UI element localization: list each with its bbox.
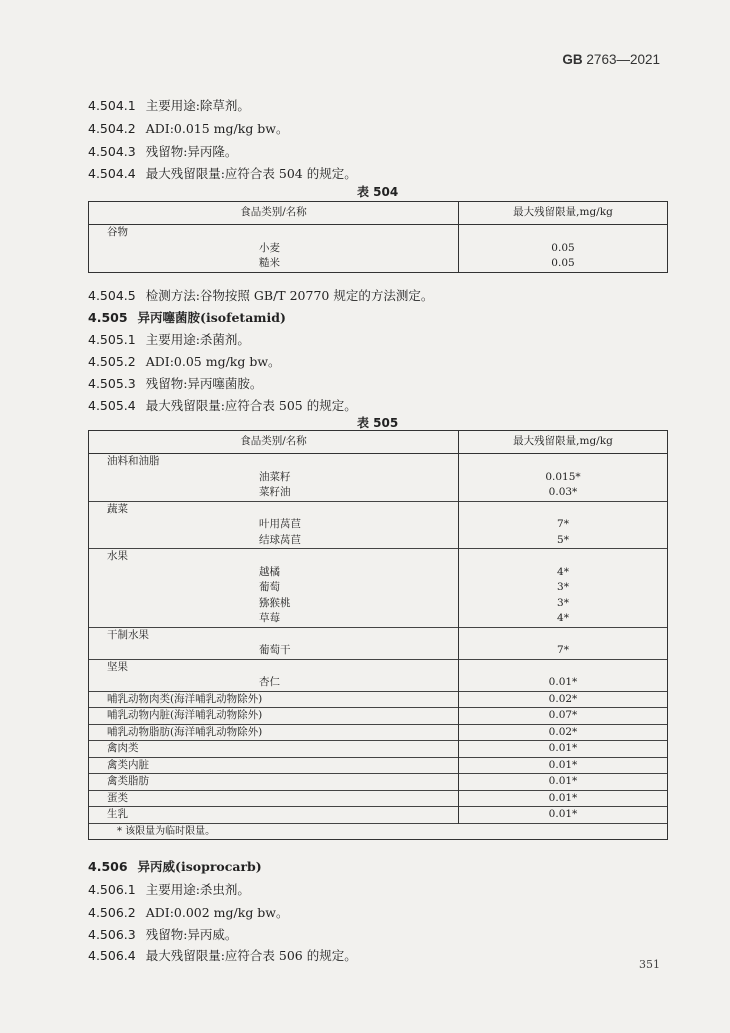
clause-4-505-3: 4.505.3 残留物:异丙噻菌胺。 (88, 376, 263, 391)
table-row: 小麦 0.05 (89, 241, 668, 257)
table-row: 结球莴苣 5* (89, 533, 668, 549)
clause-4-505-2: 4.505.2 ADI:0.05 mg/kg bw。 (88, 354, 281, 369)
clause-4-506-2: 4.506.2 ADI:0.002 mg/kg bw。 (88, 905, 289, 920)
group-label: 水果 (89, 549, 459, 565)
table-row: 哺乳动物脂肪(海洋哺乳动物除外) 0.02* (89, 724, 668, 741)
group-label: 坚果 (89, 659, 459, 675)
table-header-food: 食品类别/名称 (89, 202, 459, 225)
page-number: 351 (639, 958, 660, 971)
table-footnote: * 该限量为临时限量。 (89, 823, 668, 840)
group-label: 谷物 (89, 225, 459, 241)
group-label: 蔬菜 (89, 501, 459, 517)
table-row: 葡萄 3* (89, 580, 668, 596)
table-row: 哺乳动物内脏(海洋哺乳动物除外) 0.07* (89, 708, 668, 725)
table-row: 叶用莴苣 7* (89, 517, 668, 533)
clause-4-505-4: 4.505.4 最大残留限量:应符合表 505 的规定。 (88, 398, 357, 413)
table-row: 草莓 4* (89, 611, 668, 627)
table-row: 油菜籽 0.015* (89, 470, 668, 486)
table-504-caption: 表 504 (357, 185, 399, 199)
section-4-506-title: 4.506 异丙威(isoprocarb) (88, 859, 262, 874)
clause-4-504-2: 4.504.2 ADI:0.015 mg/kg bw。 (88, 121, 289, 136)
table-row: 哺乳动物肉类(海洋哺乳动物除外) 0.02* (89, 691, 668, 708)
clause-4-506-1: 4.506.1 主要用途:杀虫剂。 (88, 882, 250, 897)
clause-4-504-3: 4.504.3 残留物:异丙隆。 (88, 144, 238, 159)
standard-code: GB 2763—2021 (562, 52, 660, 67)
section-4-505-title: 4.505 异丙噻菌胺(isofetamid) (88, 310, 286, 325)
table-row: 越橘 4* (89, 565, 668, 581)
table-row: 杏仁 0.01* (89, 675, 668, 691)
table-header-food: 食品类别/名称 (89, 431, 459, 454)
table-row: 葡萄干 7* (89, 643, 668, 659)
clause-4-504-1: 4.504.1 主要用途:除草剂。 (88, 98, 250, 113)
table-505 (88, 430, 668, 840)
table-505-caption: 表 505 (357, 416, 399, 430)
clause-4-506-3: 4.506.3 残留物:异丙威。 (88, 927, 238, 942)
table-row: 蛋类 0.01* (89, 790, 668, 807)
group-label: 油料和油脂 (89, 454, 459, 470)
table-row: 糙米 0.05 (89, 256, 668, 272)
table-row: 禽类内脏 0.01* (89, 757, 668, 774)
clause-4-504-5: 4.504.5 检测方法:谷物按照 GB/T 20770 规定的方法测定。 (88, 288, 434, 303)
clause-4-506-4: 4.506.4 最大残留限量:应符合表 506 的规定。 (88, 948, 357, 963)
table-504 (88, 201, 668, 273)
group-label: 干制水果 (89, 627, 459, 643)
table-header-mrl: 最大残留限量,mg/kg (459, 202, 668, 225)
clause-4-504-4: 4.504.4 最大残留限量:应符合表 504 的规定。 (88, 166, 357, 181)
table-header-mrl: 最大残留限量,mg/kg (459, 431, 668, 454)
table-row: 禽肉类 0.01* (89, 741, 668, 758)
clause-4-505-1: 4.505.1 主要用途:杀菌剂。 (88, 332, 250, 347)
table-row: 猕猴桃 3* (89, 596, 668, 612)
table-row: 生乳 0.01* (89, 807, 668, 824)
table-row: 禽类脂肪 0.01* (89, 774, 668, 791)
table-row: 菜籽油 0.03* (89, 485, 668, 501)
